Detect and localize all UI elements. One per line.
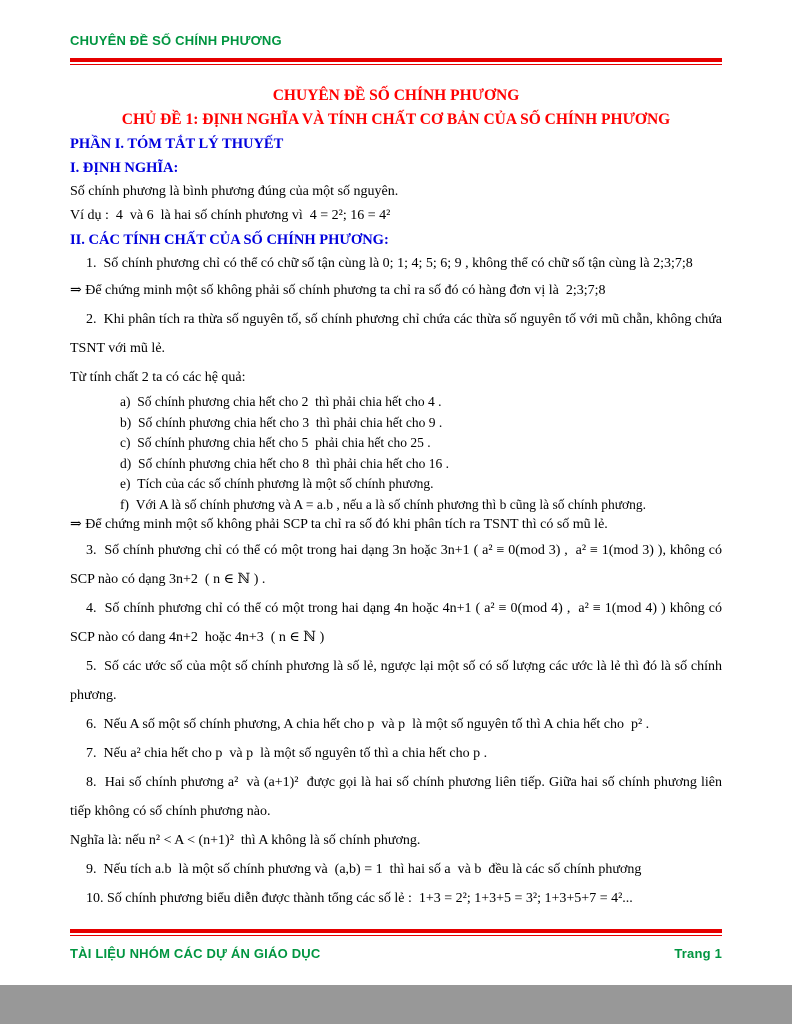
note-arrow-1: ⇒ Để chứng minh một số không phải số chính phương ta chỉ ra số đó có hàng đơn vị là 2;3;7;8 — [70, 283, 606, 298]
consequence-c: c) Số chính phương chia hết cho 5 phải chia hết cho 25 . — [120, 435, 431, 450]
property-1: 1. Số chính phương chỉ có thể có chữ số tận cùng là 0; 1; 4; 5; 6; 9 , không thể có chữ số tận cùng là 2;3;7;8 — [86, 256, 693, 271]
note-arrow-2: ⇒ Để chứng minh một số không phải SCP ta chỉ ra số đó khi phân tích ra TSNT thì có số mũ lẻ. — [70, 517, 608, 532]
property-9: 9. Nếu tích a.b là một số chính phương và (a,b) = 1 thì hai số a và b đều là các số chính phương — [86, 861, 642, 877]
header-rule — [70, 58, 722, 65]
consequence-e: e) Tích của các số chính phương là một số chính phương. — [120, 476, 434, 491]
consequence-a: a) Số chính phương chia hết cho 2 thì phải chia hết cho 4 . — [120, 394, 442, 409]
property-10: 10. Số chính phương biểu diễn được thành tổng các số lẻ : 1+3 = 2²; 1+3+5 = 3²; 1+3+5+7 = 4²... — [86, 890, 633, 906]
example-paragraph: Ví dụ : 4 và 6 là hai số chính phương vì 4 = 2²; 16 = 4² — [70, 208, 391, 223]
chapter-title: CHỦ ĐỀ 1: ĐỊNH NGHĨA VÀ TÍNH CHẤT CƠ BẢN CỦA SỐ CHÍNH PHƯƠNG — [121, 111, 671, 128]
property-4: 4. Số chính phương chỉ có thể có một trong hai dạng 4n hoặc 4n+1 ( a² ≡ 0(mod 4) , a² ≡ 1(mod 4) ) không có SCP nào có dang 4n+2 hoặc 4n+3 ( n ∈ ℕ ) — [70, 600, 722, 645]
header-title: CHUYÊN ĐỀ SỐ CHÍNH PHƯƠNG — [70, 33, 282, 48]
document-content — [70, 65, 722, 929]
footer-source-label: TÀI LIỆU NHÓM CÁC DỰ ÁN GIÁO DỤC — [70, 946, 321, 961]
consequence-b: b) Số chính phương chia hết cho 3 thì phải chia hết cho 9 . — [120, 414, 443, 430]
page-header — [70, 33, 722, 58]
property-6: 6. Nếu A số một số chính phương, A chia hết cho p và p là một số nguyên tố thì A chia hết cho p² . — [86, 716, 650, 732]
definition-paragraph: Số chính phương là bình phương đúng của một số nguyên. — [70, 184, 399, 199]
property-2: 2. Khi phân tích ra thừa số nguyên tố, số chính phương chỉ chứa các thừa số nguyên tố với mũ chẵn, không chứa TSNT với mũ lẻ. — [70, 312, 722, 356]
property-3: 3. Số chính phương chỉ có thể có một trong hai dạng 3n hoặc 3n+1 ( a² ≡ 0(mod 3) , a² ≡ 1(mod 3) ), không có SCP nào có dạng 3n+2 ( n ∈ ℕ ) . — [70, 542, 722, 587]
property-8-note: Nghĩa là: nếu n² < A < (n+1)² thì A không là số chính phương. — [70, 832, 421, 848]
consequences-intro: Từ tính chất 2 ta có các hệ quả: — [70, 370, 246, 385]
page-footer — [70, 936, 722, 961]
section-heading-properties: II. CÁC TÍNH CHẤT CỦA SỐ CHÍNH PHƯƠNG: — [70, 232, 389, 248]
property-5: 5. Số các ước số của một số chính phương là số lẻ, ngược lại một số có số lượng các ước là lẻ thì đó là số chính phương. — [70, 658, 722, 703]
part-heading: PHẦN I. TÓM TẮT LÝ THUYẾT — [70, 136, 284, 152]
property-7: 7. Nếu a² chia hết cho p và p là một số nguyên tố thì a chia hết cho p . — [86, 745, 488, 761]
footer-rule — [70, 929, 722, 936]
property-8: 8. Hai số chính phương a² và (a+1)² được gọi là hai số chính phương liên tiếp. Giữa hai số chính phương liên tiếp không có số chính phương nào. — [70, 774, 722, 819]
footer-page-number: Trang 1 — [674, 946, 722, 961]
section-heading-definition: I. ĐỊNH NGHĨA: — [70, 160, 179, 176]
doc-title: CHUYÊN ĐỀ SỐ CHÍNH PHƯƠNG — [272, 87, 520, 104]
consequence-f: f) Với A là số chính phương và A = a.b , nếu a là số chính phương thì b cũng là số chính phương. — [120, 496, 647, 512]
consequence-d: d) Số chính phương chia hết cho 8 thì phải chia hết cho 16 . — [120, 455, 450, 471]
